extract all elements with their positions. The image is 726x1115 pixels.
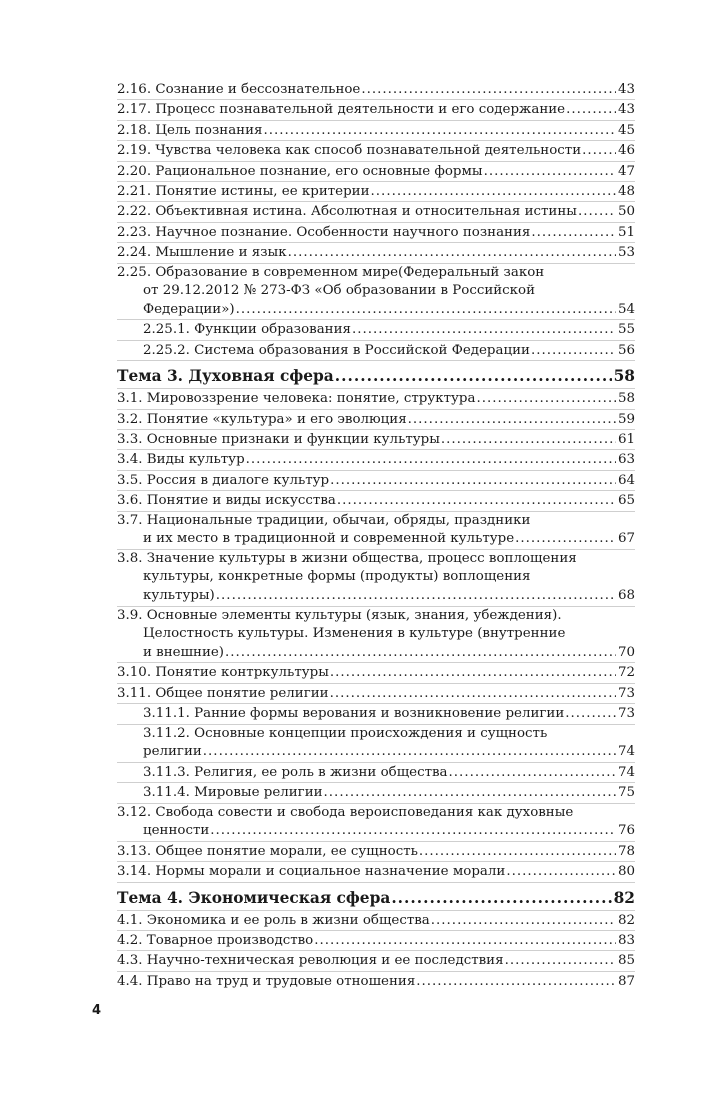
toc-leader-dots [582,141,616,160]
toc-entry-line [117,972,635,991]
toc-entry-line [143,320,635,339]
toc-page-number: 83 [617,933,635,949]
toc-leader-dots [431,911,616,930]
toc-leader-dots [314,931,616,950]
toc-leader-dots [578,202,616,221]
toc-page-number: 87 [617,973,635,989]
toc-page-number: 73 [617,685,635,701]
toc-entry[interactable] [117,782,635,802]
toc-entry-title: 3.11.2. Основные концепции происхождения и сущность [143,725,548,741]
toc-entry[interactable] [117,762,635,782]
toc-entry[interactable] [117,606,635,663]
toc-entry-title: 3.7. Национальные традиции, обычаи, обряды, праздники [117,512,531,528]
toc-entry-title: культуры) [143,588,215,604]
toc-entry-title: 3.6. Понятие и виды искусства [117,493,336,509]
toc-entry-title: 4.4. Право на труд и трудовые отношения [117,973,416,989]
toc-leader-dots [330,471,616,490]
toc-page-number: 56 [617,342,635,358]
toc-leader-dots [441,430,616,449]
toc-page-number: 82 [617,912,635,928]
toc-entry-title: 3.1. Мировоззрение человека: понятие, структура [117,391,476,407]
toc-entry[interactable] [117,222,635,242]
table-of-contents [117,80,635,991]
toc-page-number: 80 [617,864,635,880]
toc-topic[interactable] [117,360,635,388]
toc-leader-dots [216,587,616,606]
toc-leader-dots [210,822,616,841]
toc-page-number: 74 [617,764,635,780]
toc-page-number: 51 [617,224,635,240]
toc-entry-title: 3.11.1. Ранние формы верования и возникновение религии [143,706,565,722]
toc-entry-line [117,512,635,531]
toc-entry-line [117,625,635,644]
toc-entry-title: 4.2. Товарное производство [117,933,314,949]
toc-entry[interactable] [117,201,635,221]
toc-entry-title: религии [143,744,202,760]
toc-entry-line [117,587,635,606]
toc-entry-title: 3.8. Значение культуры в жизни общества, процесс воплощения [117,550,577,566]
toc-leader-dots [505,951,616,970]
toc-entry-line [117,301,635,320]
toc-entry[interactable] [117,319,635,339]
toc-entry-title: Федерации») [143,301,235,317]
toc-entry-line [117,911,635,930]
toc-entry[interactable] [117,340,635,360]
toc-entry-title: 2.20. Рациональное познание, его основные формы [117,163,483,179]
toc-leader-dots [236,301,616,320]
toc-page-number: 73 [617,706,635,722]
toc-entry-title: 2.21. Понятие истины, ее критерии [117,184,370,200]
toc-leader-dots [419,842,616,861]
toc-entry-title: 3.14. Нормы морали и социальное назначение морали [117,864,506,880]
toc-entry-line [143,341,635,360]
toc-entry-line [143,743,635,762]
toc-entry[interactable] [117,470,635,490]
toc-entry-line [117,100,635,119]
toc-page-number: 67 [617,531,635,547]
toc-entry-title: культуры, конкретные формы (продукты) воплощения [143,569,531,585]
toc-entry-title: и внешние) [143,644,225,660]
toc-entry-title: 2.16. Сознание и бессознательное [117,82,361,97]
toc-entry[interactable] [117,429,635,449]
toc-page-number: 58 [613,367,635,386]
toc-entry[interactable] [117,950,635,970]
toc-entry-line [117,530,635,549]
toc-entry[interactable] [117,449,635,469]
toc-page-number: 78 [617,843,635,859]
toc-leader-dots [361,80,616,99]
toc-entry-line [117,389,635,408]
toc-entry-title: 2.24. Мышление и язык [117,245,287,261]
toc-leader-dots [566,100,616,119]
toc-entry[interactable] [117,388,635,408]
toc-entry-title: Тема 3. Духовная сфера [117,367,334,386]
toc-entry[interactable] [117,181,635,201]
toc-entry-line [143,763,635,782]
toc-page-number: 50 [617,204,635,220]
toc-entry-line [117,951,635,970]
toc-entry[interactable] [117,662,635,682]
toc-entry-title: от 29.12.2012 № 273-ФЗ «Об образовании в Российской [143,283,536,299]
toc-page-number: 85 [617,953,635,969]
toc-entry[interactable] [117,511,635,549]
toc-entry[interactable] [117,841,635,861]
toc-entry-line [143,783,635,802]
toc-page-number: 55 [617,322,635,338]
toc-entry[interactable] [117,263,635,320]
toc-leader-dots [324,783,616,802]
toc-entry[interactable] [117,120,635,140]
toc-leader-dots [408,410,616,429]
toc-entry-title: 2.25.1. Функции образования [143,322,351,338]
toc-entry[interactable] [117,409,635,429]
toc-leader-dots [416,972,616,991]
toc-entry-line [117,804,635,823]
toc-leader-dots [335,365,612,387]
toc-entry-title: 3.13. Общее понятие морали, ее сущность [117,843,418,859]
toc-leader-dots [531,341,616,360]
toc-entry-line [117,80,635,99]
toc-leader-dots [352,320,616,339]
toc-entry-line [117,471,635,490]
toc-leader-dots [391,887,611,909]
toc-entry-line [117,450,635,469]
toc-page-number: 76 [617,823,635,839]
toc-leader-dots [515,530,616,549]
toc-entry-title: 2.17. Процесс познавательной деятельности и его содержание [117,102,566,118]
toc-entry-title: 3.9. Основные элементы культуры (язык, знания, убеждения). [117,607,562,623]
toc-page-number: 70 [617,644,635,660]
toc-leader-dots [371,182,616,201]
toc-leader-dots [476,389,616,408]
toc-entry-title: Тема 4. Экономическая сфера [117,888,391,907]
toc-leader-dots [531,223,616,242]
toc-leader-dots [506,862,616,881]
toc-entry-line [117,282,635,301]
toc-entry-title: 3.12. Свобода совести и свобода вероисповедания как духовные [117,804,574,820]
toc-entry-title: 3.2. Понятие «культура» и его эволюция [117,411,407,427]
toc-entry-title: 2.19. Чувства человека как способ познавательной деятельности [117,143,582,159]
toc-page-number: 43 [617,82,635,97]
toc-leader-dots [246,450,616,469]
toc-entry[interactable] [117,861,635,881]
toc-entry-line [117,162,635,181]
toc-entry-line [143,725,635,744]
toc-entry-line [117,365,635,387]
toc-entry-line [117,202,635,221]
toc-entry-line [143,704,635,723]
toc-entry-title: 2.25. Образование в современном мире(Федеральный закон [117,264,545,280]
toc-page-number: 68 [617,588,635,604]
toc-entry[interactable] [117,703,635,723]
toc-entry[interactable] [117,971,635,991]
toc-page-number: 74 [617,744,635,760]
toc-page-number: 75 [617,785,635,801]
toc-entry-line [117,842,635,861]
toc-topic[interactable] [117,882,635,910]
toc-leader-dots [263,121,615,140]
toc-leader-dots [225,644,616,663]
toc-entry-title: 3.11.4. Мировые религии [143,785,323,801]
toc-entry[interactable] [117,803,635,841]
toc-entry[interactable] [117,490,635,510]
toc-entry-line [117,243,635,262]
toc-page-number: 59 [617,411,635,427]
toc-entry-line [117,663,635,682]
toc-entry-line [117,121,635,140]
toc-page-number: 43 [617,102,635,118]
toc-page-number: 48 [617,184,635,200]
toc-entry-title: 2.18. Цель познания [117,122,263,138]
toc-entry-title: ценности [143,823,210,839]
toc-leader-dots [565,704,616,723]
toc-entry[interactable] [117,549,635,606]
toc-entry-title: 3.10. Понятие контркультуры [117,665,329,681]
toc-entry-title: 2.25.2. Система образования в Российской Федерации [143,342,530,358]
toc-entry-title: 4.1. Экономика и ее роль в жизни общества [117,912,430,928]
toc-entry-line [117,223,635,242]
toc-leader-dots [449,763,616,782]
toc-entry-line [117,862,635,881]
toc-entry-line [117,568,635,587]
toc-entry[interactable] [117,242,635,262]
toc-page-number: 64 [617,472,635,488]
toc-entry-title: 3.11. Общее понятие религии [117,685,329,701]
toc-entry-line [117,887,635,909]
toc-entry[interactable] [117,724,635,762]
toc-leader-dots [484,162,616,181]
toc-page-number: 58 [617,391,635,407]
toc-entry-line [117,491,635,510]
toc-page-number: 72 [617,665,635,681]
toc-leader-dots [203,743,616,762]
toc-entry-title: 2.22. Объективная истина. Абсолютная и относительная истины [117,204,577,220]
toc-entry-title: 3.5. Россия в диалоге культур [117,472,330,488]
toc-page-number: 47 [617,163,635,179]
page-number: 4 [92,1003,102,1018]
toc-page-number: 54 [617,301,635,317]
toc-entry-line [117,264,635,283]
toc-entry[interactable] [117,99,635,119]
toc-page-number: 65 [617,493,635,509]
toc-leader-dots [330,684,616,703]
toc-entry-line [117,430,635,449]
toc-entry-title: и их место в традиционной и современной культуре [143,531,515,547]
toc-entry-line [117,644,635,663]
toc-entry[interactable] [117,930,635,950]
toc-page-number: 61 [617,432,635,448]
toc-entry[interactable] [117,140,635,160]
toc-entry[interactable] [117,683,635,703]
toc-page-number: 46 [617,143,635,159]
toc-entry-title: 3.3. Основные признаки и функции культуры [117,432,440,448]
toc-entry-line [117,684,635,703]
toc-entry-title: Целостность культуры. Изменения в культуре (внутренние [143,626,566,642]
toc-entry[interactable] [117,80,635,99]
toc-entry-title: 3.11.3. Религия, ее роль в жизни общества [143,764,448,780]
toc-leader-dots [330,663,616,682]
toc-entry-line [117,607,635,626]
toc-page-number: 45 [617,122,635,138]
toc-entry-title: 3.4. Виды культур [117,452,245,468]
toc-entry-title: 4.3. Научно-техническая революция и ее последствия [117,953,504,969]
toc-entry[interactable] [117,161,635,181]
toc-entry-line [117,822,635,841]
toc-entry-line [117,550,635,569]
toc-entry-line [117,931,635,950]
toc-page-number: 53 [617,245,635,261]
toc-entry[interactable] [117,910,635,930]
toc-entry-line [117,141,635,160]
toc-leader-dots [288,243,616,262]
toc-leader-dots [337,491,616,510]
toc-page-number: 82 [613,888,635,907]
toc-entry-line [117,182,635,201]
toc-page-number: 63 [617,452,635,468]
toc-entry-title: 2.23. Научное познание. Особенности научного познания [117,224,531,240]
toc-entry-line [117,410,635,429]
